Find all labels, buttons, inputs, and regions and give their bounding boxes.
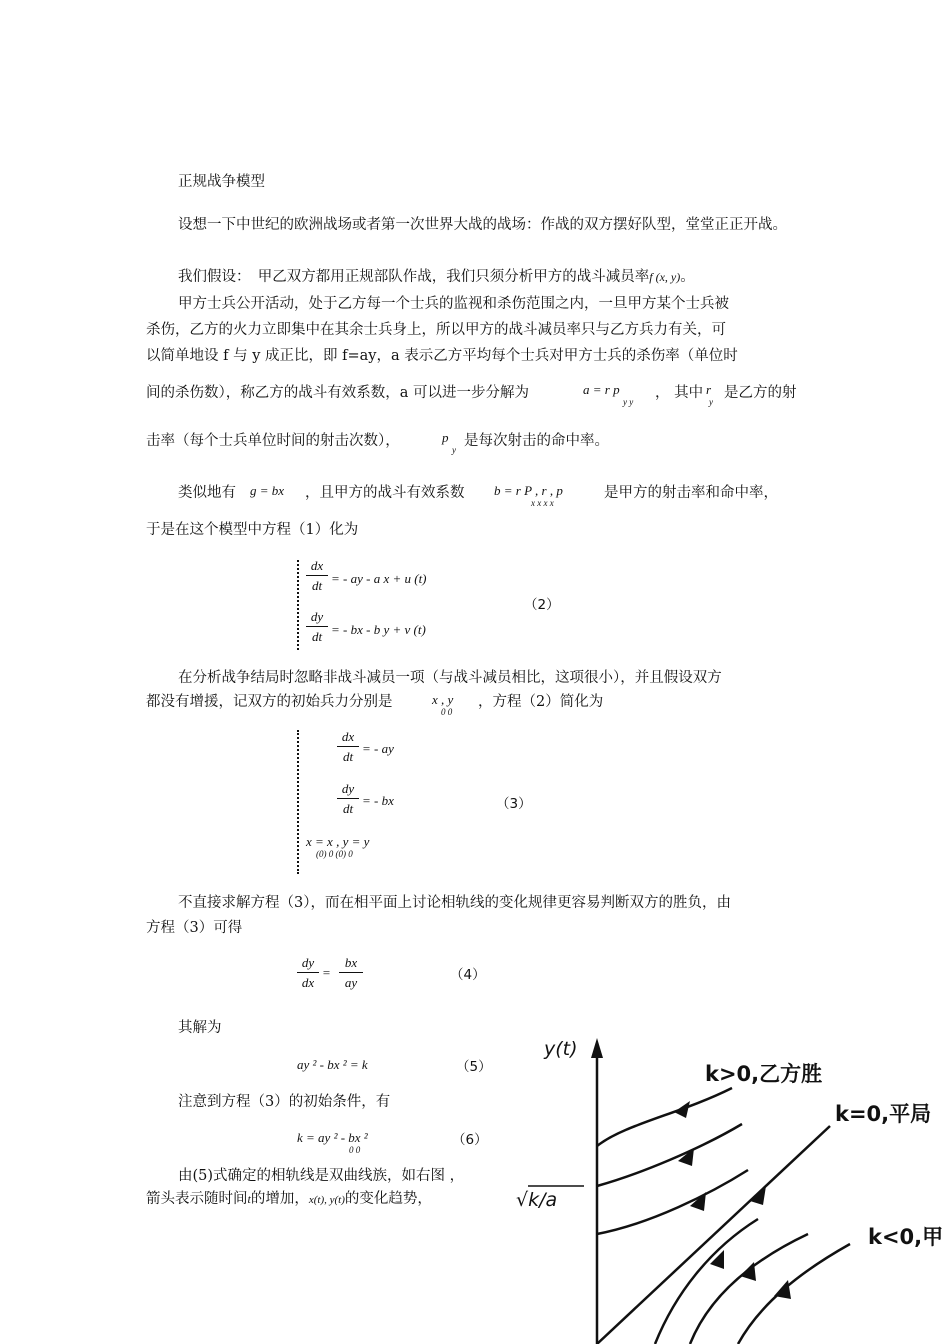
paragraph-4-start: 类似地有	[178, 485, 236, 501]
paragraph-intro: 设想一下中世纪的欧洲战场或者第一次世界大战的战场：作战的双方摆好队型，堂堂正正开战。	[178, 217, 787, 233]
equation-2-number: （2）	[524, 597, 560, 613]
assumption-end: 。	[680, 269, 695, 285]
paragraph-assumption	[178, 265, 695, 286]
assumption-text: 我们假设： 甲乙双方都用正规部队作战，我们只须分析甲方的战斗减员率	[178, 269, 650, 285]
equation-4-left-fraction: $\frac{dy}{dx}$	[297, 954, 319, 993]
paragraph-4-line-2: 于是在这个模型中方程（1）化为	[146, 522, 359, 538]
paragraph-4-end: 是甲方的射击率和命中率，	[604, 485, 778, 501]
arrow-k-pos-1	[674, 1101, 690, 1118]
paragraph-9-line-1: 由(5)式确定的相轨线是双曲线族，如右图 ，	[178, 1168, 465, 1184]
r-y-subscript: y	[709, 397, 713, 407]
paragraph-9-line-2	[146, 1187, 432, 1208]
paragraph-3-line-3: 以简单地设 f 与 y 成正比，即 f=ay，a 表示乙方平均每个士兵对甲方士兵的杀伤率（单位时	[146, 348, 738, 364]
paragraph-4-mid: ，且甲方的战斗有效系数	[305, 485, 465, 501]
equation-3-initial-conditions: x = x , y = y	[306, 834, 370, 849]
paragraph-3-where: ， 其中	[655, 385, 704, 401]
equation-2-brace	[297, 560, 299, 650]
equation-3-row2-fraction: $\frac{dy}{dt}$	[337, 780, 359, 819]
equation-2-row1-fraction: $\frac{dx}{dt}$	[306, 557, 328, 596]
paragraph-6-line-1: 不直接求解方程（3），而在相平面上讨论相轨线的变化规律更容易判断双方的胜负，由	[178, 895, 731, 911]
equation-3-row2-rhs: = - bx	[362, 793, 394, 808]
paragraph-9-trend-text: 的变化趋势，	[344, 1191, 432, 1207]
b-decomposition-math: b = r P , r , p	[494, 483, 563, 498]
r-y-math: r	[706, 382, 712, 397]
arrow-k-neg-3	[774, 1280, 791, 1299]
phase-trajectory-figure	[510, 1014, 950, 1344]
equation-5: ay ² - bx ² = k	[297, 1057, 368, 1072]
equation-6-subscripts: 0 0	[349, 1145, 361, 1155]
paragraph-5-line-1: 在分析战争结局时忽略非战斗减员一项（与战斗减员相比，这项很小），并且假设双方	[178, 670, 722, 686]
paragraph-initial-note: 注意到方程（3）的初始条件，有	[178, 1094, 391, 1110]
equation-3-initial-subscripts: (0) 0 (0) 0	[316, 849, 353, 859]
paragraph-3-line-1: 甲方士兵公开活动，处于乙方每一个士兵的监视和杀伤范围之内，一旦甲方某个士兵被	[178, 296, 729, 312]
paragraph-3-line-4: 间的杀伤数），称乙方的战斗有效系数，a 可以进一步分解为	[146, 385, 530, 401]
equation-4-right-fraction: $\frac{bx}{ay}$	[339, 954, 363, 993]
paragraph-9-increase-text: 的增加，	[250, 1191, 309, 1207]
initial-forces-subscripts: 0 0	[441, 707, 453, 717]
label-k-positive: k>0,乙方胜	[705, 1062, 823, 1086]
label-k-negative: k<0,甲	[868, 1225, 944, 1249]
equation-3-row1-fraction: $\frac{dx}{dt}$	[337, 728, 359, 767]
paragraph-6-line-2: 方程（3）可得	[146, 920, 243, 936]
equation-2-row1-rhs: = - ay - a x + u (t)	[331, 571, 427, 586]
trajectory-k-neg-3	[738, 1244, 850, 1344]
equation-4-equals: =	[322, 965, 331, 980]
section-title: 正规战争模型	[178, 174, 265, 190]
trajectory-k-pos-1	[597, 1088, 732, 1146]
equation-3-brace	[297, 730, 299, 874]
equation-3-number: （3）	[496, 796, 532, 812]
equation-4-number: （4）	[450, 967, 486, 983]
arrow-k-neg-1	[710, 1250, 724, 1269]
initial-forces-math: x , y	[432, 692, 454, 707]
paragraph-3-line-2: 杀伤，乙方的火力立即集中在其余士兵身上，所以甲方的战斗减员率只与乙方兵力有关，可	[146, 322, 726, 338]
b-decomposition-subscripts: x x x x	[531, 498, 554, 508]
xy-of-t-math: x(t), y(t)	[308, 1194, 345, 1206]
paragraph-9-arrow-text: 箭头表示随时间	[146, 1191, 248, 1207]
paragraph-solution: 其解为	[178, 1020, 222, 1036]
trajectory-k-zero	[597, 1126, 830, 1344]
paragraph-5-line-2: 都没有增援，记双方的初始兵力分别是	[146, 694, 393, 710]
p-y-math: p	[442, 430, 449, 445]
equation-3-row1-rhs: = - ay	[362, 741, 394, 756]
equation-2-row2-rhs: = - bx - b y + v (t)	[331, 622, 426, 637]
paragraph-3-line-5-end: 是每次射击的命中率。	[464, 433, 609, 449]
attrition-rate-math: f (x, y)	[649, 270, 681, 284]
y-axis-label: y(t)	[544, 1038, 578, 1060]
intercept-label: √k/a	[516, 1189, 558, 1211]
arrow-k-pos-2	[678, 1148, 694, 1166]
y-axis-arrowhead	[591, 1038, 603, 1058]
g-eq-math: g = bx	[250, 483, 285, 498]
a-decomposition-math: a = r p	[583, 382, 620, 397]
equation-2-row2-fraction: $\frac{dy}{dt}$	[306, 608, 328, 647]
a-decomposition-subscripts: y y	[623, 397, 634, 407]
paragraph-3-line-4-end: 是乙方的射	[724, 385, 797, 401]
equation-5-number: （5）	[456, 1059, 492, 1075]
label-k-zero: k=0,平局	[835, 1102, 932, 1126]
paragraph-5-line-2-end: ，方程（2）简化为	[478, 694, 604, 710]
p-y-subscript: y	[452, 445, 456, 455]
time-t-math: t	[247, 1192, 251, 1206]
equation-6: k = ay ² - bx ²	[297, 1130, 368, 1145]
paragraph-3-line-5: 击率（每个士兵单位时间的射击次数），	[146, 433, 400, 449]
arrow-k-neg-2	[740, 1262, 756, 1281]
trajectory-k-neg-1	[655, 1219, 758, 1344]
arrow-k-zero	[750, 1186, 766, 1205]
equation-6-number: （6）	[452, 1132, 488, 1148]
